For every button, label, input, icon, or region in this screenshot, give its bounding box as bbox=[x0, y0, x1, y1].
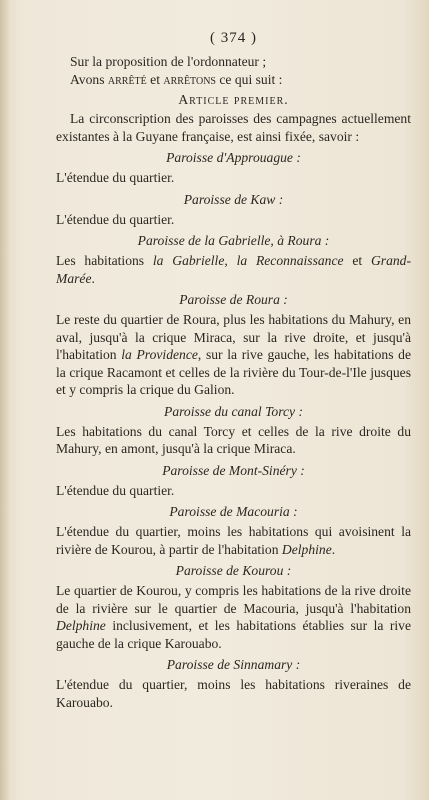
section-heading: Paroisse de Roura : bbox=[179, 292, 288, 307]
section-heading: Paroisse d'Approuague : bbox=[166, 150, 301, 165]
section-heading: Paroisse de Sinnamary : bbox=[166, 657, 301, 672]
section-heading: Paroisse de la Gabrielle, à Roura : bbox=[137, 233, 330, 248]
section-heading: Paroisse de Macouria : bbox=[169, 504, 298, 519]
section-text: Le quartier de Kourou, y compris les habitations de la rive droite de la rivière sur le quartier de Macouria, jusqu'à l'habitation Delphine inclusivement, et les habitations établies sur la rive gauche de la crique Karouabo. bbox=[56, 583, 411, 651]
section-heading: Paroisse de Kaw : bbox=[183, 191, 284, 207]
section-heading: Paroisse de Kourou : bbox=[175, 563, 292, 578]
section-text: Les habitations la Gabrielle, la Reconnaissance et Grand-Marée. bbox=[56, 253, 411, 286]
section-heading: Paroisse du canal Torcy : bbox=[164, 403, 303, 419]
section-text: L'étendue du quartier. bbox=[56, 211, 175, 227]
section-text: L'étendue du quartier, moins les habitations riveraines de Karouabo. bbox=[56, 677, 411, 710]
binding-gutter bbox=[0, 0, 10, 800]
section-heading: Paroisse de Mont-Sinéry : bbox=[162, 462, 305, 478]
article-text: La circonscription des paroisses des campagnes actuellement existantes à la Guyane française, est ainsi fixée, savoir : bbox=[56, 111, 411, 144]
page-number: ( 374 ) bbox=[210, 30, 257, 46]
section-text: Le reste du quartier de Roura, plus les habitations du Mahury, en aval, jusqu'à la crique Miraca, sur la rive droite, et jusqu'à l'habitation la Providence, sur la rive gauche, les habitations de la crique Racamont et celles de la rivière du Tour-de-l'Ile jusques et y compris la crique du Galion. bbox=[56, 312, 411, 397]
section-text: L'étendue du quartier, moins les habitations qui avoisinent la rivière de Kourou, à partir de l'habitation Delphine. bbox=[56, 524, 411, 557]
intro-line-1: Sur la proposition de l'ordonnateur ; bbox=[70, 54, 267, 69]
section-text: L'étendue du quartier. bbox=[56, 482, 175, 498]
section-text: Les habitations du canal Torcy et celles de la rive droite du Mahury, en amont, jusqu'à la crique Miraca. bbox=[56, 423, 411, 456]
article-title: Article premier. bbox=[178, 92, 289, 107]
section-text: L'étendue du quartier. bbox=[56, 170, 175, 185]
intro-line-2: Avons arrêté et arrêtons ce qui suit : bbox=[70, 71, 283, 87]
